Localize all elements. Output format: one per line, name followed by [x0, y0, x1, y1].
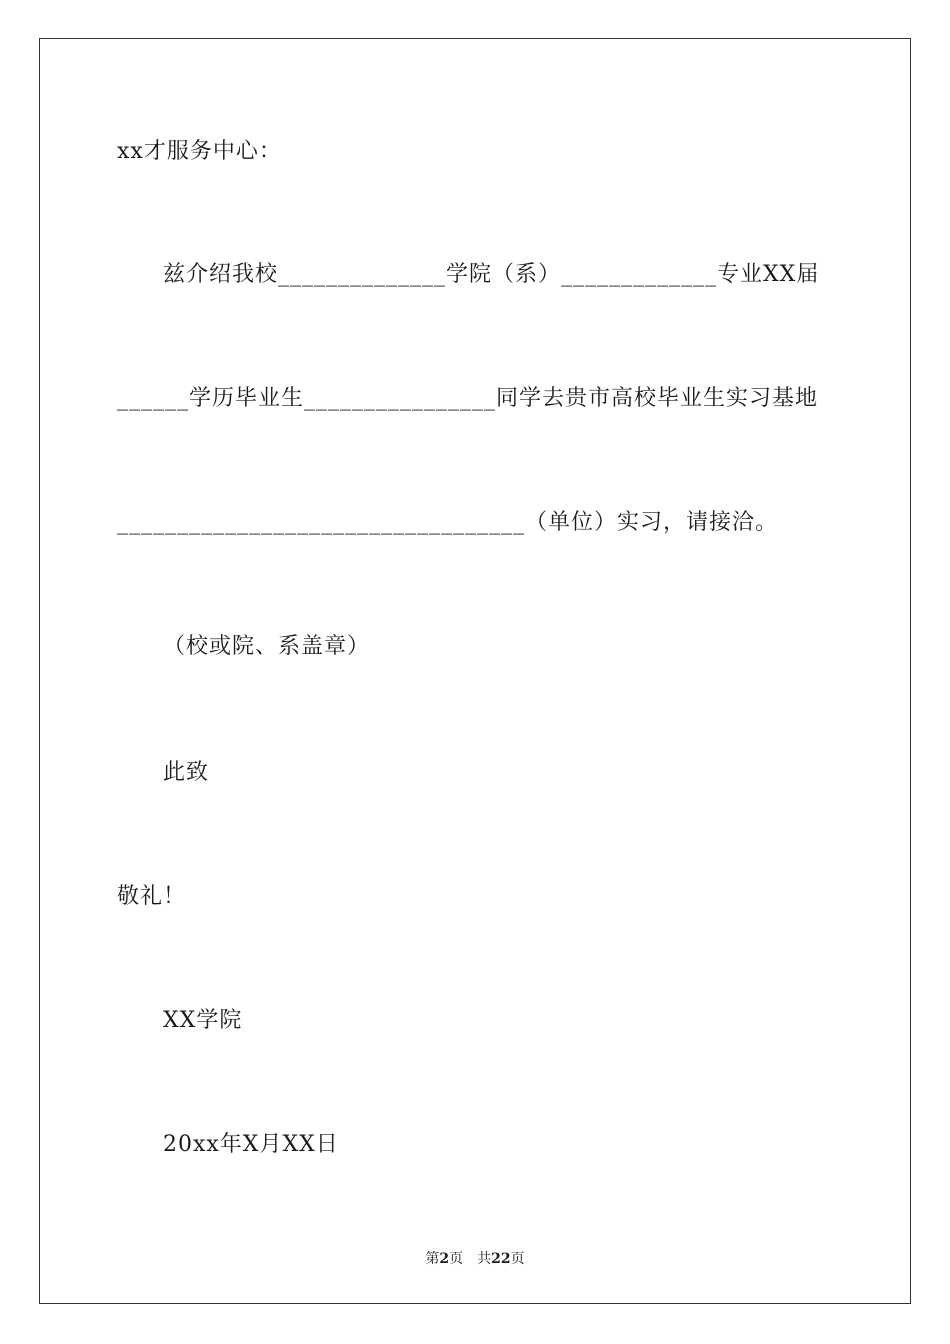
total-label-prefix: 共 [477, 1251, 492, 1267]
total-label-suffix: 页 [510, 1251, 525, 1267]
regards: 敬礼！ [117, 884, 187, 909]
stamp-note: （校或院、系盖章） [163, 634, 371, 659]
page-label-suffix: 页 [449, 1251, 464, 1267]
body-line-1: 兹介绍我校______________学院（系）_____________专业XX届 [163, 262, 820, 287]
page-footer [0, 1248, 950, 1268]
salutation: xx才服务中心： [117, 139, 282, 164]
page-current: 2 [439, 1251, 450, 1267]
page-border [39, 38, 911, 1304]
page-label-prefix: 第 [425, 1251, 440, 1267]
closing: 此致 [163, 760, 210, 785]
page-total: 22 [491, 1251, 511, 1267]
body-line-2: ______学历毕业生________________同学去贵市高校毕业生实习基地 [117, 386, 819, 411]
date: 20xx年X月XX日 [163, 1132, 339, 1157]
signature: XX学院 [163, 1008, 243, 1033]
body-line-3: __________________________________（单位）实习，请接洽。 [117, 510, 779, 535]
